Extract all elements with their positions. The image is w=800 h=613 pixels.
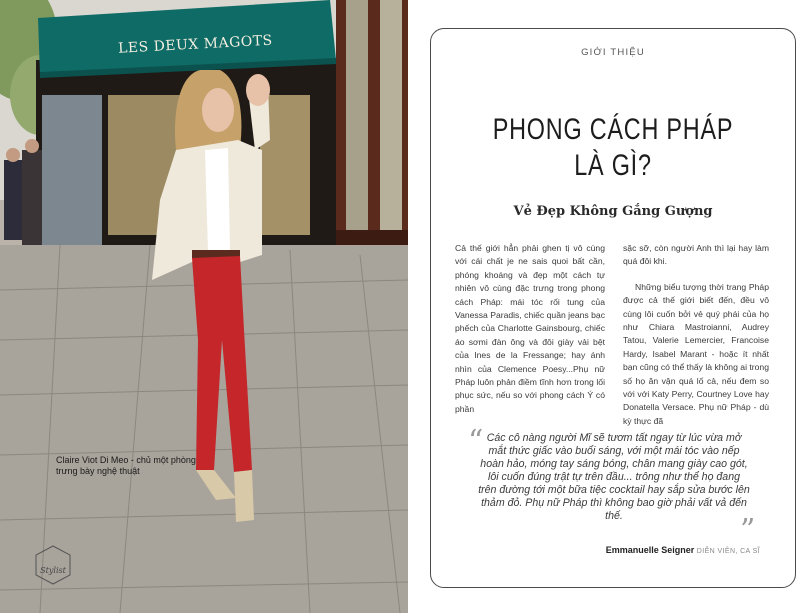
column-2-paragraph-2: Những biểu tượng thời trang Pháp được cả thế giới biết đến, đều vô cùng lôi cuốn bởi vẻ quý phái của họ như Chiara Mastroianni, Audrey Tatou, Valerie Lemercier, Francoise Hardy, Isabel Marant - hoặc ít nhất bạn cũng có thể thấy là không ai trong số họ ăn vận quá lố cả, nếu đem so với với Katy Perry, Courtney Love hay Donatella Versace. Phụ nữ Pháp - dù kỳ thực đã [623, 281, 769, 426]
close-quote-icon: ” [740, 513, 756, 548]
awning-sign: LES DEUX MAGOTS [117, 32, 274, 57]
section-label: GIỚI THIỆU [581, 47, 645, 58]
title-line-1: PHONG CÁCH PHÁP [492, 113, 734, 146]
photo-caption: Claire Viot Di Meo - chủ một phòng trưng bày nghệ thuật [56, 455, 196, 476]
quote-attribution [560, 545, 760, 555]
open-quote-icon: “ [468, 424, 484, 459]
column-1 [455, 242, 605, 416]
quote-role: DIỄN VIÊN, CA SĨ [696, 548, 760, 555]
article-subtitle: Vẻ Đẹp Không Gắng Gượng [513, 204, 713, 219]
column-1-text: Cả thế giới hẳn phải ghen tị vô cùng với cái chất je ne sais quoi bất cần, phóng khoáng và đẹp một cách tự nhiên vô cùng đặc trưng trong phong cách Pháp: mái tóc rối tung của Vanessa Paradis, chiếc quần jeans bạc phếch của Charlotte Gainsbourg, chiếc áo sơmi đàn ông và đôi giày vải bệt của Ines de la Fressange; hay ánh nhìn của Clemence Poesy...Phụ nữ Pháp luôn phản điềm tĩnh hơn trong lối phục sức, nếu so với phong cách Ý có phần [455, 243, 605, 414]
quote-author: Emmanuelle Seigner [605, 545, 695, 555]
pull-quote: Các cô nàng người Mĩ sẽ tươm tất ngay từ lúc vừa mở mắt thức giấc vào buổi sáng, với một mái tóc vào nếp hoàn hảo, móng tay sáng bóng, chân mang giày cao gót, lôi cuốn đúng trật tự trên đầu... trông như thể họ đang trên đường tới một bữa tiệc cocktail hay sắp sửa bước lên thảm đỏ. Phụ nữ Pháp thì không bao giờ phải vất vả đến thế. [478, 432, 750, 522]
column-2 [623, 242, 769, 428]
article-title [470, 112, 755, 184]
logo-text: Stylist [40, 566, 66, 575]
stylist-logo-icon [34, 545, 72, 585]
title-line-2: LÀ GÌ? [574, 149, 652, 182]
column-2-paragraph-1: sặc sỡ, còn người Anh thì lại hay làm quá đôi khi. [623, 243, 769, 267]
